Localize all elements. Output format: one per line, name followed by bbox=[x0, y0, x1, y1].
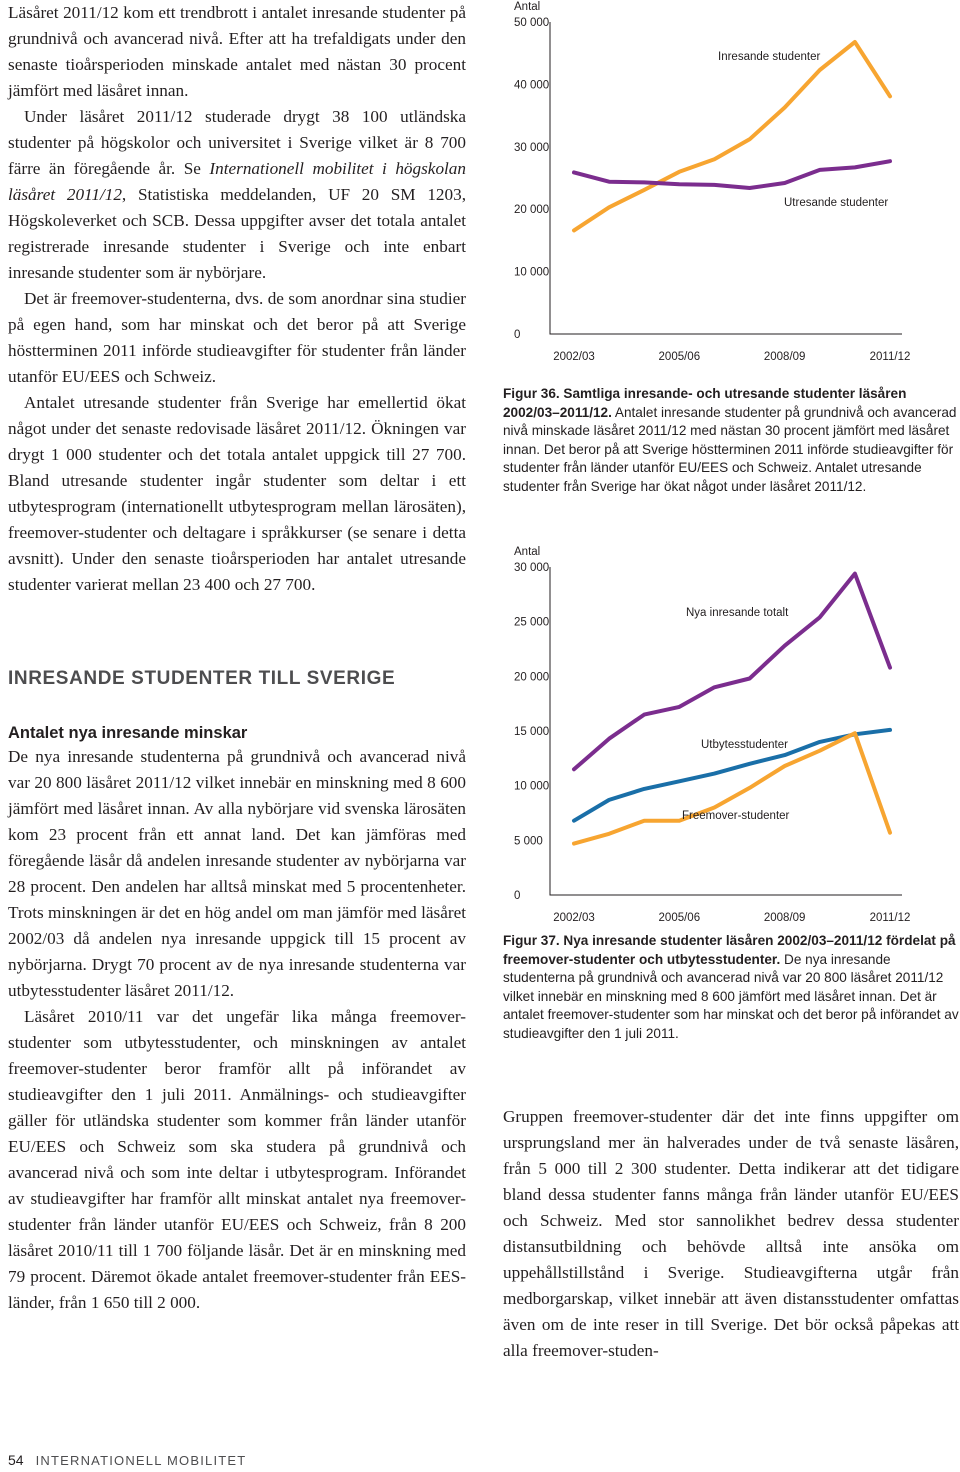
y-axis-label: Antal bbox=[514, 1, 541, 13]
y-tick-label: 0 bbox=[514, 329, 521, 341]
figure-36-caption-title: Figur 36. Samtliga inresande- och utresande studenter läsåren 2002/03–2011/12. bbox=[503, 386, 907, 420]
x-tick-label: 2005/06 bbox=[658, 912, 701, 921]
subheading: Antalet nya inresande minskar bbox=[8, 724, 248, 742]
page-number: 54 bbox=[8, 1452, 24, 1468]
series-line-utresande-studenter bbox=[574, 161, 890, 188]
y-axis-label: Antal bbox=[514, 546, 541, 558]
paragraph-lasaret-part-b: , Statistiska meddelanden, UF 20 SM 1203, Högskoleverket och SCB. Dessa uppgifter avser det totala antalet registrerade inresande studenter i Sverige och inte enbart inresande studenter som är nybörjare. bbox=[8, 185, 466, 282]
y-tick-label: 30 000 bbox=[514, 562, 550, 574]
right-column-text bbox=[503, 1104, 959, 1364]
x-tick-label: 2011/12 bbox=[869, 912, 911, 921]
paragraph-freemover: Det är freemover-studenterna, dvs. de som anordnar sina studier på egen hand, som har minskat och det beror på att Sverige höstterminen 2011 införde studieavgifter för studenter från länder utanför EU/EES och Schweiz. bbox=[8, 289, 466, 386]
x-tick-label: 2002/03 bbox=[553, 912, 595, 921]
y-tick-label: 10 000 bbox=[514, 780, 550, 793]
left-column-top bbox=[8, 0, 466, 598]
figure-36-caption-text: Antalet inresande studenter på grundnivå och avancerad nivå minskade läsåret 2011/12 med nästan 30 procent jämfört med läsåret innan. Det beror på att Sverige höstterminen 2011 införde studieavgifter för studenter från länder utanför EU/EES och Schweiz. Antalet utresande studenter från Sverige har ökat något under läsåret 2011/12. bbox=[503, 404, 957, 494]
y-tick-label: 20 000 bbox=[514, 204, 550, 217]
x-tick-label: 2002/03 bbox=[553, 351, 595, 363]
y-tick-label: 20 000 bbox=[514, 671, 550, 684]
y-tick-label: 10 000 bbox=[514, 266, 550, 279]
series-label: Inresande studenter bbox=[718, 51, 821, 63]
figure-37-svg bbox=[500, 545, 920, 921]
x-tick-label: 2008/09 bbox=[763, 351, 806, 363]
footer-label: INTERNATIONELL MOBILITET bbox=[35, 1453, 247, 1468]
y-tick-label: 30 000 bbox=[514, 141, 550, 154]
section-heading: INRESANDE STUDENTER TILL SVERIGE bbox=[8, 668, 396, 689]
figure-36-svg bbox=[500, 0, 920, 376]
paragraph-lasaret-part-a: Under läsåret 2011/12 studerade drygt 38 100 utländska studenter på högskolor och universitet i Sverige vilket är 8 700 färre än föregående år. Se bbox=[8, 107, 466, 178]
figure-37-caption-title: Figur 37. Nya inresande studenter läsåren 2002/03–2011/12 fördelat på freemover-studenter och utbytesstudenter. bbox=[503, 933, 956, 967]
page-footer bbox=[8, 1452, 246, 1468]
paragraph-nya-inresande: De nya inresande studenterna på grundnivå och avancerad nivå var 20 800 läsåret 2011/12 vilket innebär en minskning med 8 600 jämfört med läsåret innan. Av alla nybörjare vid svenska lärosäten kom 23 procent från ett annat land. Det kan jämföras med föregående läsår då andelen inresande studenter av nybörjarna var 28 procent. Den andelen har alltså minskat med 5 procentenheter. Trots minskningen är det en hög andel om man jämför med läsåret 2002/03 då andelen nya inresande uppgick till 15 procent av nybörjarna. Drygt 70 procent av de nya inresande studenterna var utbytesstudenter läsåret 2011/12. bbox=[8, 747, 466, 1000]
figure-37-caption-text: De nya inresande studenterna på grundnivå och avancerad nivå var 20 800 läsåret 2011/12 vilket innebär en minskning med 8 600 jämfört med läsåret innan. Det är antalet freemover-studenter som har minskat och det beror på införandet av studieavgifter den 1 juli 2011. bbox=[503, 951, 959, 1041]
series-label: Nya inresande totalt bbox=[686, 607, 789, 619]
y-tick-label: 15 000 bbox=[514, 726, 550, 738]
figure-37-caption bbox=[503, 932, 959, 1044]
x-tick-label: 2008/09 bbox=[763, 912, 806, 921]
x-tick-label: 2005/06 bbox=[658, 351, 701, 363]
x-tick-label: 2011/12 bbox=[869, 351, 911, 363]
figure-37-chart bbox=[500, 545, 920, 921]
figure-36-caption bbox=[503, 385, 959, 497]
paragraph-gruppen-freemover: Gruppen freemover-studenter där det inte finns uppgifter om ursprungsland mer än halverades under de två senaste läsåren, från 5 000 till 2 300 studenter. Detta indikerar att det tidigare bland dessa studenter fanns många från länder utanför EU/EES och Schweiz. Med stor sannolikhet bedrev dessa studenter distansutbildning och behövde alltså inte ansöka om uppehållstillstånd i Sverige. Studieavgifterna utgår från medborgarskap, vilket innebär att även distansstudenter omfattas även om de inte reser in till Sverige. Det bör också påpekas att alla freemover-studen- bbox=[503, 1107, 959, 1360]
paragraph-lasaret bbox=[8, 104, 466, 286]
y-tick-label: 40 000 bbox=[514, 79, 550, 92]
figure-36-chart bbox=[500, 0, 920, 376]
paragraph-freemover-studieavgifter: Läsåret 2010/11 var det ungefär lika många freemover-studenter som utbytesstudenter, och minskningen av antalet freemover-studenter beror framför allt på införandet av studieavgifter den 1 juli 2011. Anmälnings- och studieavgifter gäller för utländska studenter som kommer från länder utanför EU/EES och Schweiz som ska studera på grundnivå och avancerad nivå och som inte deltar i utbytesprogram. Införandet av studieavgifter har framför allt minskat antalet nya freemover-studenter från länder utanför EU/EES och Schweiz, från 8 200 läsåret 2010/11 till 1 700 följande läsår. Det är en minskning med 79 procent. Däremot ökade antalet freemover-studenter från EES-länder, från 1 650 till 2 000. bbox=[8, 1007, 466, 1312]
paragraph-trendbrott: Läsåret 2011/12 kom ett trendbrott i antalet inresande studenter på grundnivå och avancerad nivå. Efter att ha trefaldigats under den senaste tioårsperioden minskade antalet med nästan 30 procent jämfört med läsåret innan. bbox=[8, 3, 466, 100]
series-label: Utresande studenter bbox=[784, 197, 889, 209]
y-tick-label: 25 000 bbox=[514, 616, 550, 629]
y-tick-label: 0 bbox=[514, 890, 521, 902]
publication-reference: Internationell mobilitet i högskolan läsåret 2011/12 bbox=[8, 159, 466, 204]
left-column-section bbox=[8, 722, 466, 1316]
y-tick-label: 50 000 bbox=[514, 17, 550, 29]
y-tick-label: 5 000 bbox=[514, 835, 543, 848]
series-label: Freemover-studenter bbox=[682, 810, 790, 822]
series-label: Utbytesstudenter bbox=[701, 739, 788, 751]
paragraph-utresande: Antalet utresande studenter från Sverige har emellertid ökat något under det senaste redovisade läsåret 2011/12. Ökningen var drygt 1 000 studenter och det totala antalet uppgick till 27 700. Bland utresande studenter ingår studenter som deltar i ett utbytesprogram (internationellt utbytesprogram mellan lärosäten), freemover-studenter och deltagare i språkkurser (se senare i detta avsnitt). Under den senaste tioårsperioden har antalet utresande studenter varierat mellan 23 400 och 27 700. bbox=[8, 393, 466, 594]
